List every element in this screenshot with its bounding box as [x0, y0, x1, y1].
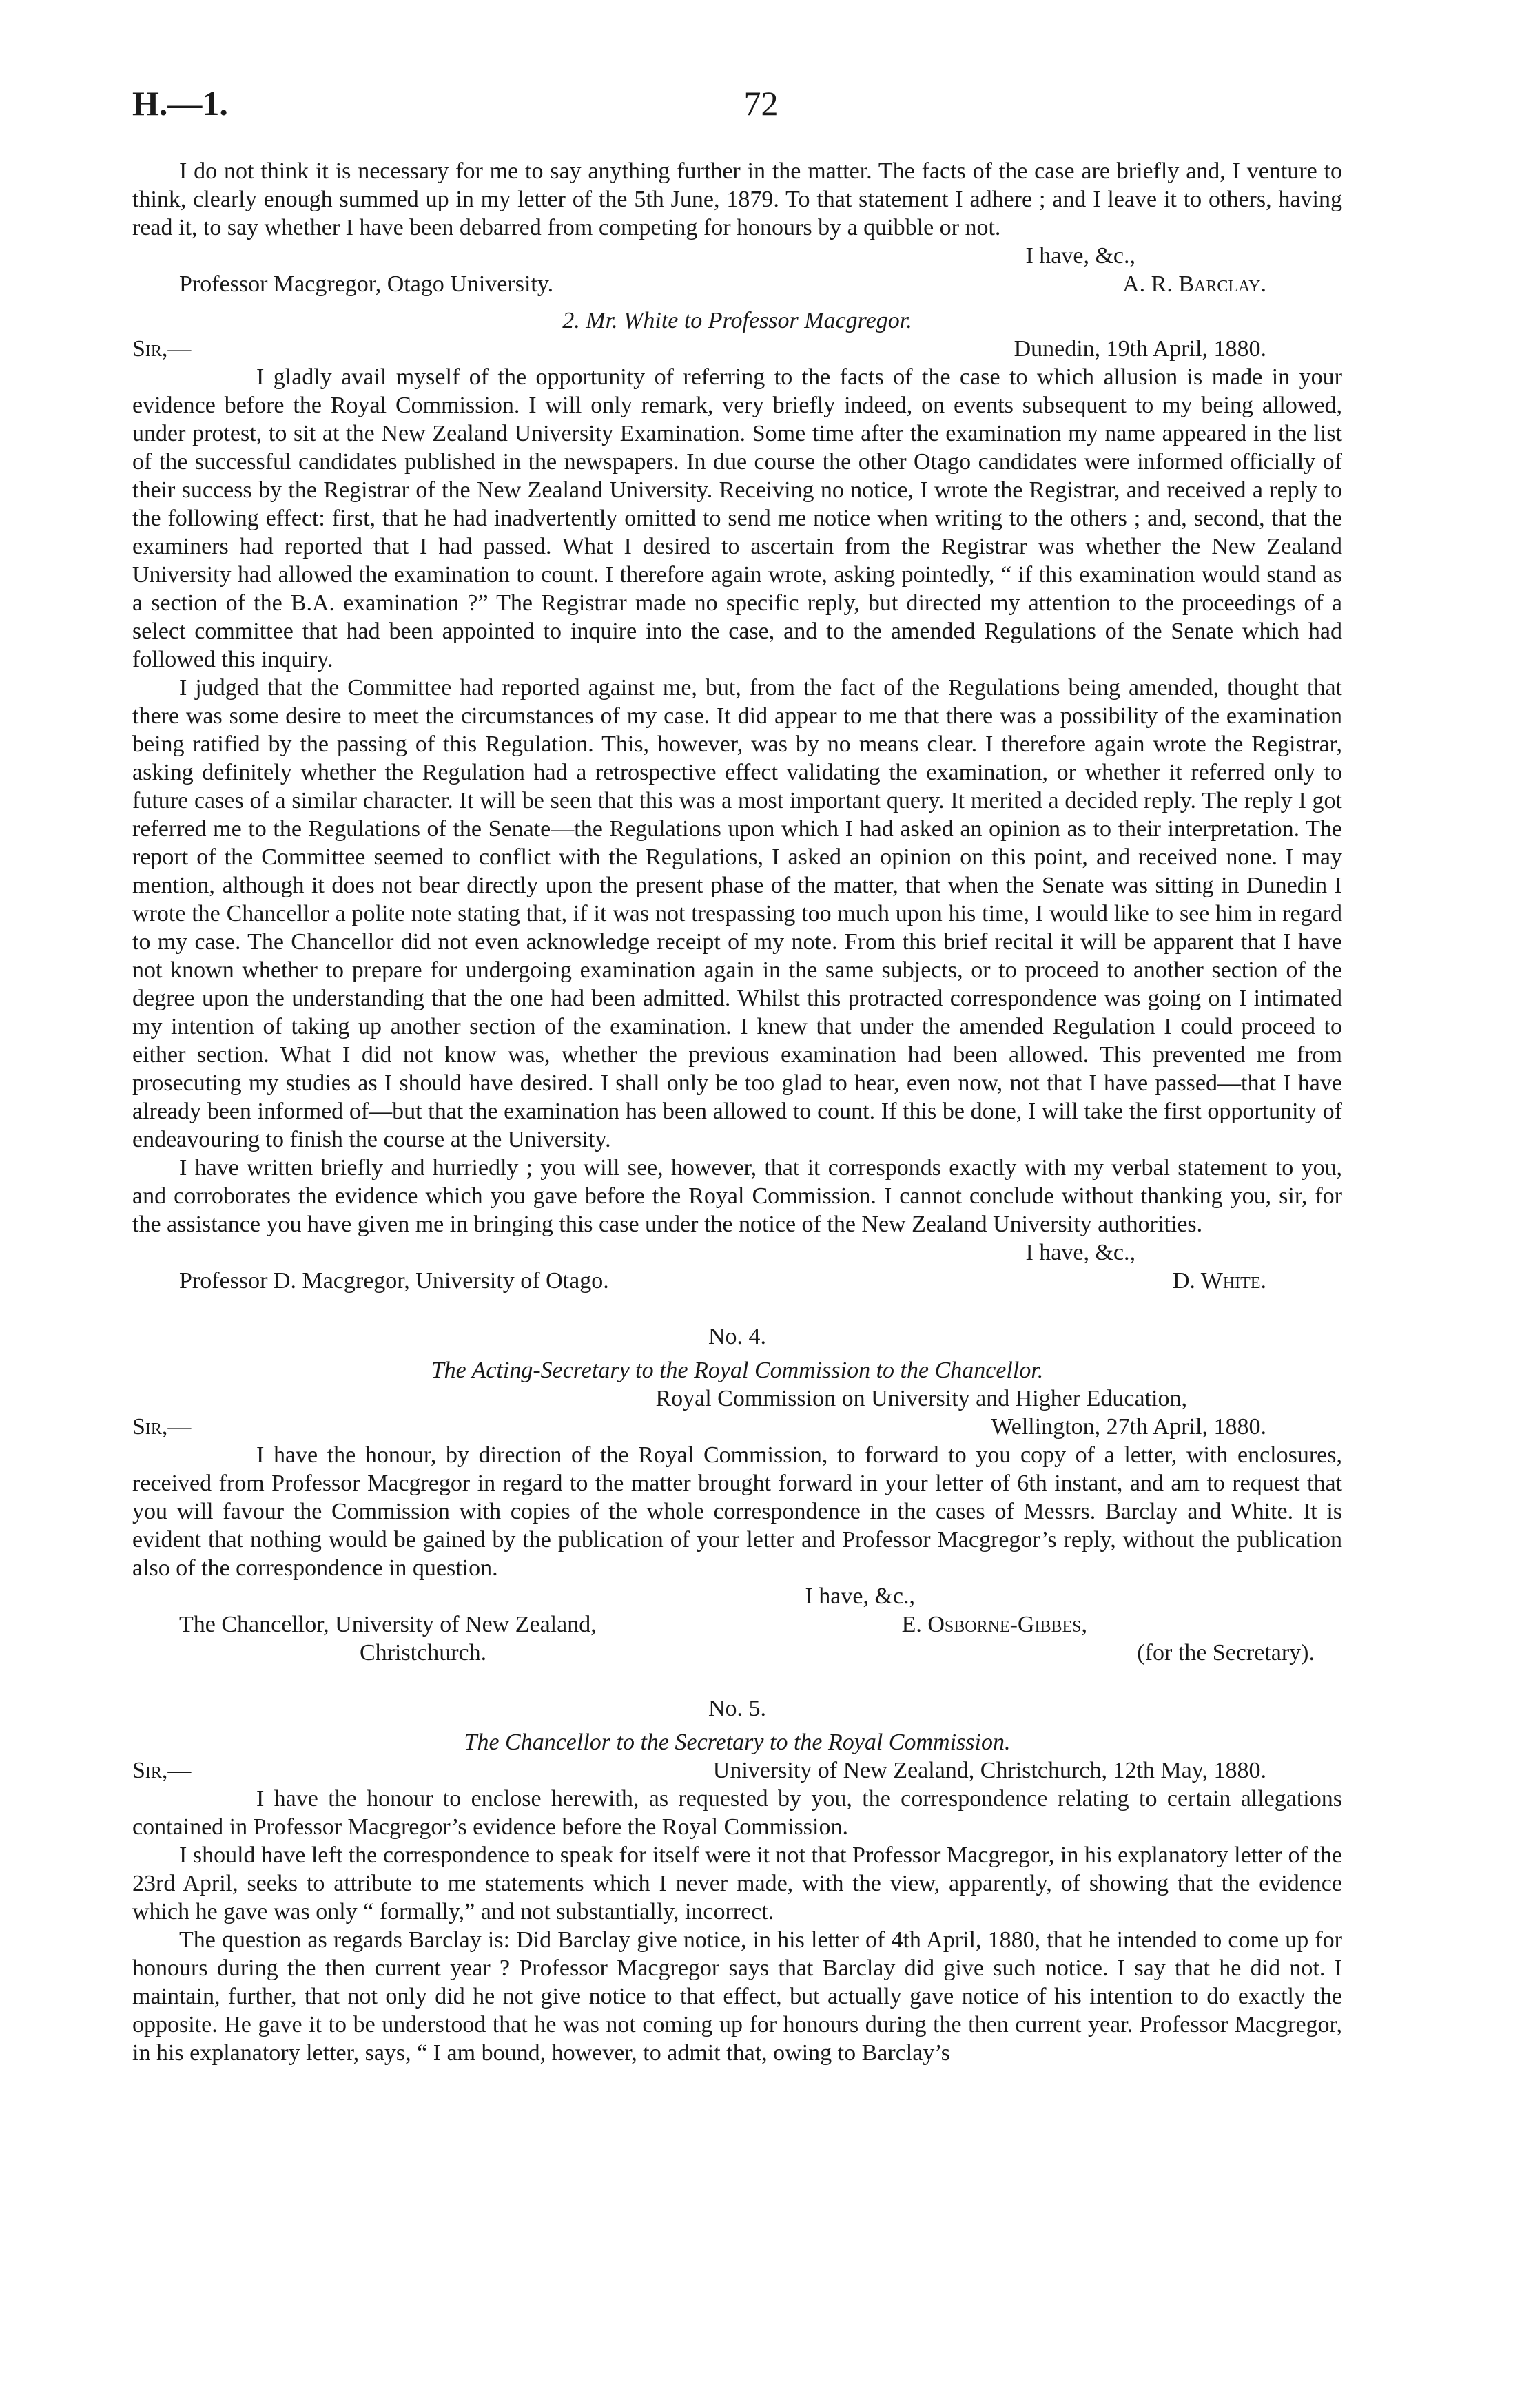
no4-salutation: Sir,—	[132, 1414, 192, 1440]
barclay-closing-row	[132, 242, 1342, 270]
page-header	[0, 84, 1522, 138]
white-date: Dunedin, 19th April, 1880.	[1014, 336, 1266, 362]
no4-addressee-1: The Chancellor, University of New Zealand,	[179, 1612, 597, 1637]
no4-number: No. 4.	[708, 1324, 767, 1349]
no4-dateline	[132, 1413, 1342, 1441]
no4-signature-row-1	[132, 1610, 1342, 1639]
white-salutation: Sir,—	[132, 336, 192, 362]
no4-date: Wellington, 27th April, 1880.	[991, 1414, 1266, 1440]
no5-dateline	[132, 1756, 1342, 1785]
white-signature: D. White.	[1172, 1268, 1266, 1294]
barclay-closing: I have, &c.,	[1025, 243, 1135, 269]
no4-paragraph: I have the honour, by direction of the Royal Commission, to forward to you copy of a letter, with enclosures, received from Professor Macgregor in regard to the matter brought forward in your letter of 6th instant, and am to request that you will favour the Commission with copies of the whole correspondence in the cases of Messrs. Barclay and White. It is evident that nothing would be gained by the publication of your letter and Professor Macgregor’s reply, without the publication also of the correspondence in question.	[132, 1442, 1342, 1581]
no4-closing-row	[132, 1582, 1342, 1610]
no4-signature-note: (for the Secretary).	[1137, 1640, 1315, 1665]
barclay-signature: A. R. Barclay.	[1122, 271, 1266, 297]
no5-salutation: Sir,—	[132, 1758, 192, 1783]
white-closing-row	[132, 1238, 1342, 1267]
white-addressee: Professor D. Macgregor, University of Otago.	[179, 1268, 609, 1294]
page-number: 72	[743, 84, 779, 123]
no5-paragraph-3: The question as regards Barclay is: Did Barclay give notice, in his letter of 4th April, 1880, that he intended to come up for honours during the then current year ? Professor Macgregor says that Barclay did give such notice. I say that he did not. I maintain, further, that not only did he not give notice to that effect, but actually gave notice of his intention to do exactly the opposite. He gave it to be understood that he was not coming up for honours during the then current year. Professor Macgregor, in his explanatory letter, says, “ I am bound, however, to admit that, owing to Barclay’s	[132, 1927, 1342, 2066]
barclay-addressee: Professor Macgregor, Otago University.	[179, 271, 554, 297]
barclay-paragraph: I do not think it is necessary for me to say anything further in the matter. The facts of the case are briefly and, I venture to think, clearly enough summed up in my letter of the 5th June, 1879. To that statement I adhere ; and I leave it to others, having read it, to say whether I have been debarred from competing for honours by a quibble or not.	[132, 158, 1342, 240]
no4-addressee-2: Christchurch.	[360, 1640, 487, 1665]
white-paragraph-3: I have written briefly and hurriedly ; you will see, however, that it corresponds exactly with my verbal statement to you, and corroborates the evidence which you gave before the Royal Commission. I cannot conclude without thanking you, sir, for the assistance you have given me in bringing this case under the notice of the New Zealand University authorities.	[132, 1155, 1342, 1237]
no4-heading: The Acting-Secretary to the Royal Commission to the Chancellor.	[431, 1358, 1044, 1383]
no4-address-row	[132, 1384, 1342, 1413]
white-paragraph-1: I gladly avail myself of the opportunity of referring to the facts of the case to which allusion is made in your evidence before the Royal Commission. I will only remark, very briefly indeed, on events subsequent to my being allowed, under protest, to sit at the New Zealand University Examination. Some time after the examination my name appeared in the list of the successful candidates published in the newspapers. In due course the other Otago candidates were informed officially of their success by the Registrar of the New Zealand University. Receiving no notice, I wrote the Registrar, and received a reply to the following effect: first, that he had inadvertently omitted to send me notice when writing to the others ; and, second, that the examiners had reported that I had passed. What I desired to ascertain from the Registrar was whether the New Zealand University had allowed the examination to count. I therefore again wrote, asking pointedly, “ if this examination would stand as a section of the B.A. examination ?” The Registrar made no specific reply, but directed my attention to the proceedings of a select committee that had been appointed to inquire into the case, and to the amended Regulations of the Senate which had followed this inquiry.	[132, 364, 1342, 672]
no4-address: Royal Commission on University and Higher Education,	[655, 1386, 1187, 1411]
no4-closing: I have, &c.,	[805, 1584, 915, 1609]
white-paragraph-2: I judged that the Committee had reported against me, but, from the fact of the Regulations being amended, thought that there was some desire to meet the circumstances of my case. It did appear to me that there was a possibility of the examination being ratified by the passing of this Regulation. This, however, was by no means clear. I therefore again wrote the Registrar, asking definitely whether the Regulation had a retrospective effect validating the examination, or whether it referred only to future cases of a similar character. It will be seen that this was a most important query. It merited a decided reply. The reply I got referred me to the Regulations of the Senate—the Regulations upon which I had asked an opinion as to their interpretation. The report of the Committee seemed to conflict with the Regulations, I asked an opinion on this point, and received none. I may mention, although it does not bear directly upon the present phase of the matter, that when the Senate was sitting in Dunedin I wrote the Chancellor a polite note stating that, if it was not trespassing too much upon his time, I would like to see him in regard to my case. The Chancellor did not even acknowledge receipt of my note. From this brief recital it will be apparent that I have not known whether to prepare for undergoing examination again in the same subjects, or to proceed to another section of the degree upon the understanding that the one had been admitted. Whilst this protracted correspondence was going on I intimated my intention of taking up another section of the examination. I knew that under the amended Regulation I could proceed to either section. What I did not know was, whether the previous examination had been allowed. This prevented me from prosecuting my studies as I should have desired. I shall only be too glad to hear, even now, not that I have passed—that I have already been informed of—but that the examination has been allowed to count. If this be done, I will take the first opportunity of endeavouring to finish the course at the University.	[132, 675, 1342, 1152]
no5-number: No. 5.	[708, 1696, 767, 1721]
white-closing: I have, &c.,	[1025, 1240, 1135, 1265]
no5-paragraph-1: I have the honour to enclose herewith, as requested by you, the correspondence relating to certain allegations contained in Professor Macgregor’s evidence before the Royal Commission.	[132, 1786, 1342, 1840]
no5-date: University of New Zealand, Christchurch, 12th May, 1880.	[712, 1758, 1266, 1783]
white-letter-heading: 2. Mr. White to Professor Macgregor.	[562, 308, 912, 333]
no4-signature: E. Osborne-Gibbes,	[901, 1612, 1087, 1637]
document-reference: H.—1.	[132, 84, 228, 123]
no5-heading: The Chancellor to the Secretary to the Royal Commission.	[464, 1730, 1011, 1755]
no5-paragraph-2: I should have left the correspondence to speak for itself were it not that Professor Macgregor, in his explanatory letter of the 23rd April, seeks to attribute to me statements which I never made, with the view, apparently, of showing that the evidence which he gave was only “ formally,” and not substantially, incorrect.	[132, 1843, 1342, 1924]
white-dateline	[132, 335, 1342, 363]
white-signature-row	[132, 1267, 1342, 1295]
barclay-signature-row	[132, 270, 1342, 298]
page-body	[132, 157, 1342, 2067]
no4-signature-row-2	[132, 1639, 1342, 1667]
